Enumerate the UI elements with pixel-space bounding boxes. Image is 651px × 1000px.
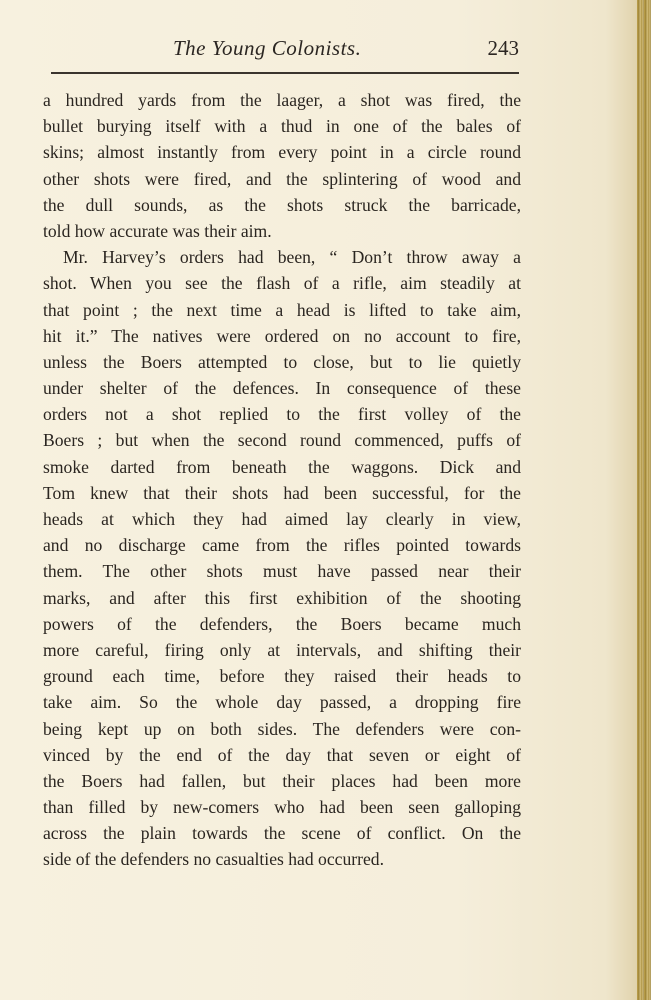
text-line: being kept up on both sides. The defenders were con- (43, 718, 521, 739)
text-line: shot. When you see the flash of a rifle, aim steadily at (43, 273, 521, 294)
text-line: than filled by new-comers who had been seen galloping (43, 797, 521, 818)
text-line: heads at which they had aimed lay clearly in view, (43, 509, 521, 529)
text-line: take aim. So the whole day passed, a dropping fire (43, 692, 521, 713)
running-title: The Young Colonists. (173, 36, 362, 60)
text-line: the dull sounds, as the shots struck the barricade, (43, 194, 521, 215)
text-line: that point ; the next time a head is lifted to take aim, (43, 299, 521, 320)
text-line: them. The other shots must have passed near their (43, 561, 521, 582)
header-rule (51, 72, 519, 74)
text-line: orders not a shot replied to the first volley of the (43, 404, 521, 425)
text-line: a hundred yards from the laager, a shot was fired, the (43, 90, 521, 110)
page-number: 243 (487, 36, 519, 60)
text-line: hit it.” The natives were ordered on no account to fire, (43, 325, 521, 346)
gilt-page-edge (637, 0, 651, 1000)
text-line: skins; almost instantly from every point in a circle round (43, 142, 521, 163)
body-text (43, 87, 521, 873)
text-line: more careful, firing only at intervals, and shifting their (43, 639, 521, 660)
text-line: the Boers had fallen, but their places had been more (43, 770, 521, 791)
text-line: Mr. Harvey’s orders had been, “ Don’t throw away a (63, 247, 521, 268)
text-line: ground each time, before they raised their heads to (43, 666, 521, 687)
text-line: vinced by the end of the day that seven or eight of (43, 744, 521, 765)
text-line: powers of the defenders, the Boers became much (43, 613, 521, 634)
text-line: smoke darted from beneath the waggons. Dick and (43, 456, 521, 477)
text-line: unless the Boers attempted to close, but to lie quietly (43, 351, 521, 372)
text-line: across the plain towards the scene of conflict. On the (43, 823, 521, 844)
text-line: side of the defenders no casualties had occurred. (43, 849, 384, 870)
text-line: Boers ; but when the second round commenced, puffs of (43, 430, 521, 451)
text-line: under shelter of the defences. In consequence of these (43, 378, 521, 399)
page-header (49, 30, 519, 74)
text-line: other shots were fired, and the splintering of wood and (43, 168, 521, 189)
text-line: bullet burying itself with a thud in one of the bales of (43, 116, 521, 137)
text-line: marks, and after this first exhibition of the shooting (43, 587, 521, 608)
text-line: told how accurate was their aim. (43, 220, 272, 241)
text-line: Tom knew that their shots had been successful, for the (43, 482, 521, 503)
text-line: and no discharge came from the rifles pointed towards (43, 535, 521, 556)
